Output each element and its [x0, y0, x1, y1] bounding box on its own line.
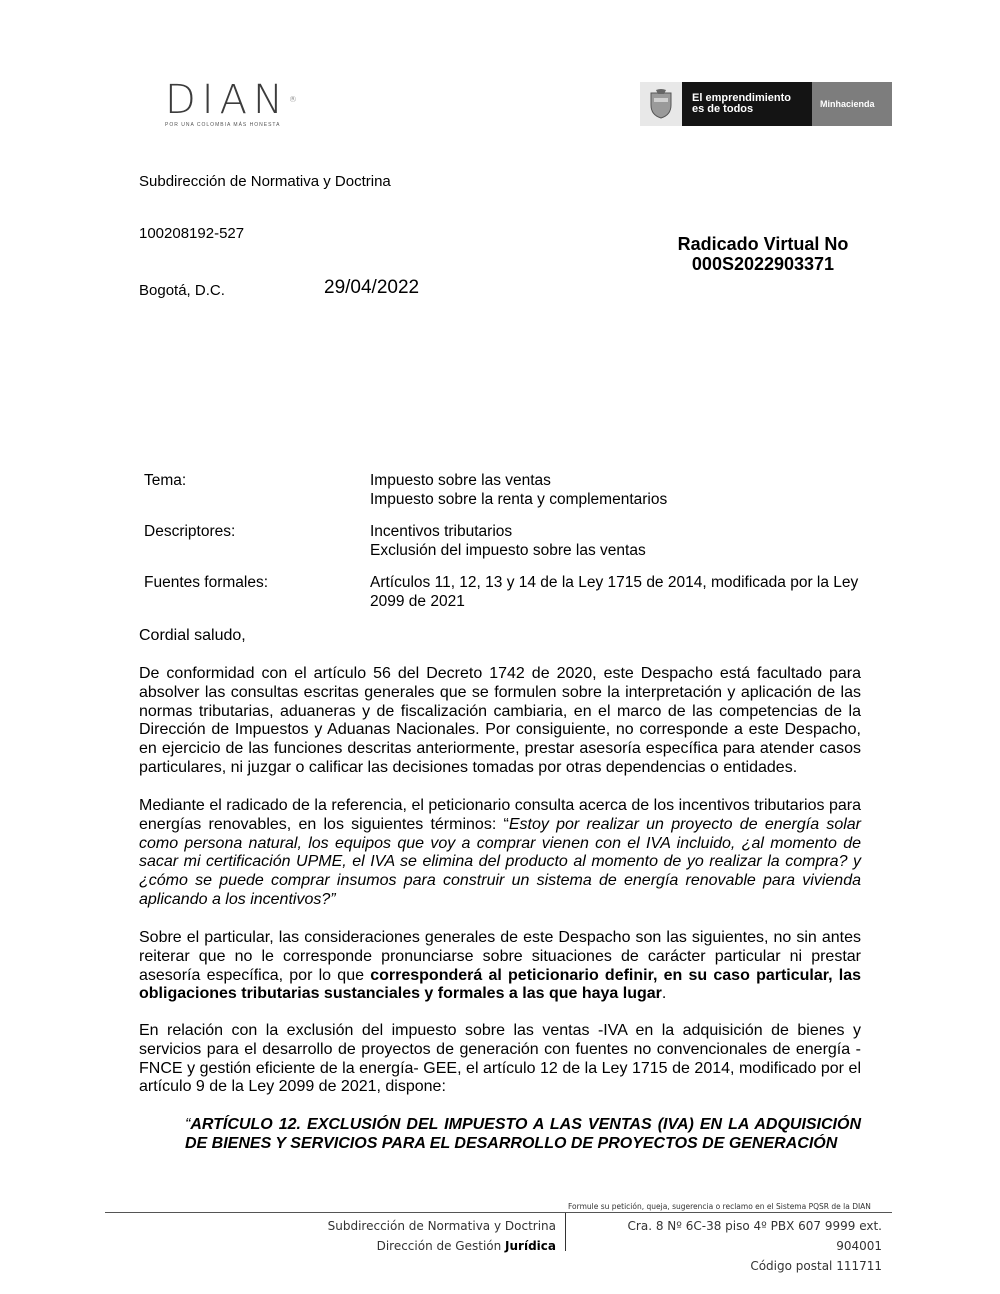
footer-office-line2 — [300, 1236, 556, 1256]
paragraph-considerations — [139, 929, 861, 1004]
article-heading: ARTÍCULO 12. EXCLUSIÓN DEL IMPUESTO A LAS VENTAS (IVA) EN LA ADQUISICIÓN DE BIENES Y SERVICIOS PARA EL DESARROLLO DE PROYECTOS DE GENERACIÓN — [185, 1116, 861, 1152]
consultation-quote: Estoy por realizar un proyecto de energía solar como persona natural, los equipos que voy a comprar vienen con el IVA incluido, ¿al momento de sacar mi certificación UPME, el IVA se elimina del producto al momento de yo realizar la compra? y ¿cómo se puede comprar insumos para construir un sistema de energía renovable para vivienda aplicando a los incentivos?” — [139, 815, 862, 908]
considerations-end: . — [661, 985, 667, 1003]
metadata-table — [140, 472, 865, 625]
descriptor-value: Exclusión del impuesto sobre las ventas — [370, 541, 646, 559]
footer-divider — [105, 1212, 892, 1213]
reference-number: 100208192-527 — [139, 225, 245, 242]
radicado-block — [640, 234, 886, 274]
gov-slogan — [682, 82, 812, 126]
tema-value: Impuesto sobre la renta y complementarios — [370, 490, 668, 508]
article-quote — [185, 1116, 861, 1154]
tema-row — [140, 472, 865, 523]
pqsr-note: Formule su petición, queja, sugerencia o reclamo en el Sistema PQSR de la DIAN — [568, 1202, 871, 1211]
footer-office-prefix: Dirección de Gestión — [376, 1239, 506, 1253]
fuentes-value: Artículos 11, 12, 13 y 14 de la Ley 1715 de 2014, modificada por la Ley 2099 de 2021 — [370, 574, 859, 610]
paragraph-exclusion: En relación con la exclusión del impuesto sobre las ventas -IVA en la adquisición de bienes y servicios para el desarrollo de proyectos de generación con fuentes no convencionales de energía -FNCE y gestión eficiente de la energía- GEE, el artículo 12 de la Ley 1715 de 2014, modificado por el artículo 9 de la Ley 2099 de 2021, dispone: — [139, 1022, 861, 1096]
letter-date: 29/04/2022 — [324, 277, 420, 298]
fuentes-label: Fuentes formales: — [144, 574, 269, 591]
descriptores-values — [366, 523, 865, 574]
dian-logo — [165, 77, 325, 128]
tema-value: Impuesto sobre las ventas — [370, 472, 551, 489]
gov-slogan-line1: El emprendimiento — [692, 92, 792, 104]
radicado-label: Radicado Virtual No — [677, 234, 849, 254]
government-banner — [640, 82, 892, 126]
dian-tagline: POR UNA COLOMBIA MÁS HONESTA — [165, 122, 281, 128]
city: Bogotá, D.C. — [139, 282, 225, 299]
footer-contact — [580, 1216, 882, 1276]
paragraph-consultation — [139, 797, 861, 910]
consultation-intro: Mediante el radicado de la referencia, el peticionario consulta acerca de los incentivos tributarios para energías renovables, en los siguientes términos: “ — [139, 797, 861, 833]
gov-slogan-line2: es de todos — [692, 103, 754, 115]
footer-postal: Código postal 111711 — [750, 1259, 882, 1273]
footer-office-juridica: Jurídica — [505, 1239, 556, 1253]
coat-of-arms-icon — [640, 82, 682, 126]
descriptores-row — [140, 523, 865, 574]
considerations-bold: corresponderá al peticionario definir, en su caso particular, las obligaciones tributarias sustanciales y formales a las que haya lugar — [139, 966, 862, 1003]
footer-office-line1: Subdirección de Normativa y Doctrina — [327, 1219, 556, 1233]
gov-ministry: Minhacienda — [812, 82, 892, 126]
dian-logo-text: DIAN — [165, 77, 289, 123]
fuentes-row — [140, 574, 865, 625]
greeting: Cordial saludo, — [139, 627, 246, 644]
footer-address: Cra. 8 Nº 6C-38 piso 4º PBX 607 9999 ext. 904001 — [627, 1219, 882, 1253]
footer-vertical-divider — [565, 1213, 566, 1251]
descriptores-label: Descriptores: — [144, 523, 236, 540]
registered-mark-icon: ® — [288, 95, 303, 104]
descriptor-value: Incentivos tributarios — [370, 523, 513, 540]
tema-label: Tema: — [144, 472, 187, 489]
paragraph-competence: De conformidad con el artículo 56 del Decreto 1742 de 2020, este Despacho está facultado para absolver las consultas escritas generales que se formulen sobre la interpretación y aplicación de las normas tributarias, aduaneras y de fiscalización cambiaria, en el marco de las competencias de la Dirección de Impuestos y Aduanas Nacionales. Por consiguiente, no corresponde a este Despacho, en ejercicio de las funciones descritas anteriormente, prestar asesoría específica para atender casos particulares, ni juzgar o calificar las decisiones tomadas por otras dependencias o entidades. — [139, 665, 861, 776]
tema-values — [366, 472, 865, 523]
considerations-text: Sobre el particular, las consideraciones generales de este Despacho son las siguientes, no sin antes reiterar que no le corresponde pronunciarse sobre situaciones de carácter particular ni prestar asesoría específica, por lo que — [139, 929, 861, 984]
quote-open-mark: “ — [185, 1116, 191, 1133]
radicado-number: 000S2022903371 — [691, 254, 835, 274]
footer-office — [300, 1216, 556, 1256]
office-name: Subdirección de Normativa y Doctrina — [139, 173, 391, 190]
